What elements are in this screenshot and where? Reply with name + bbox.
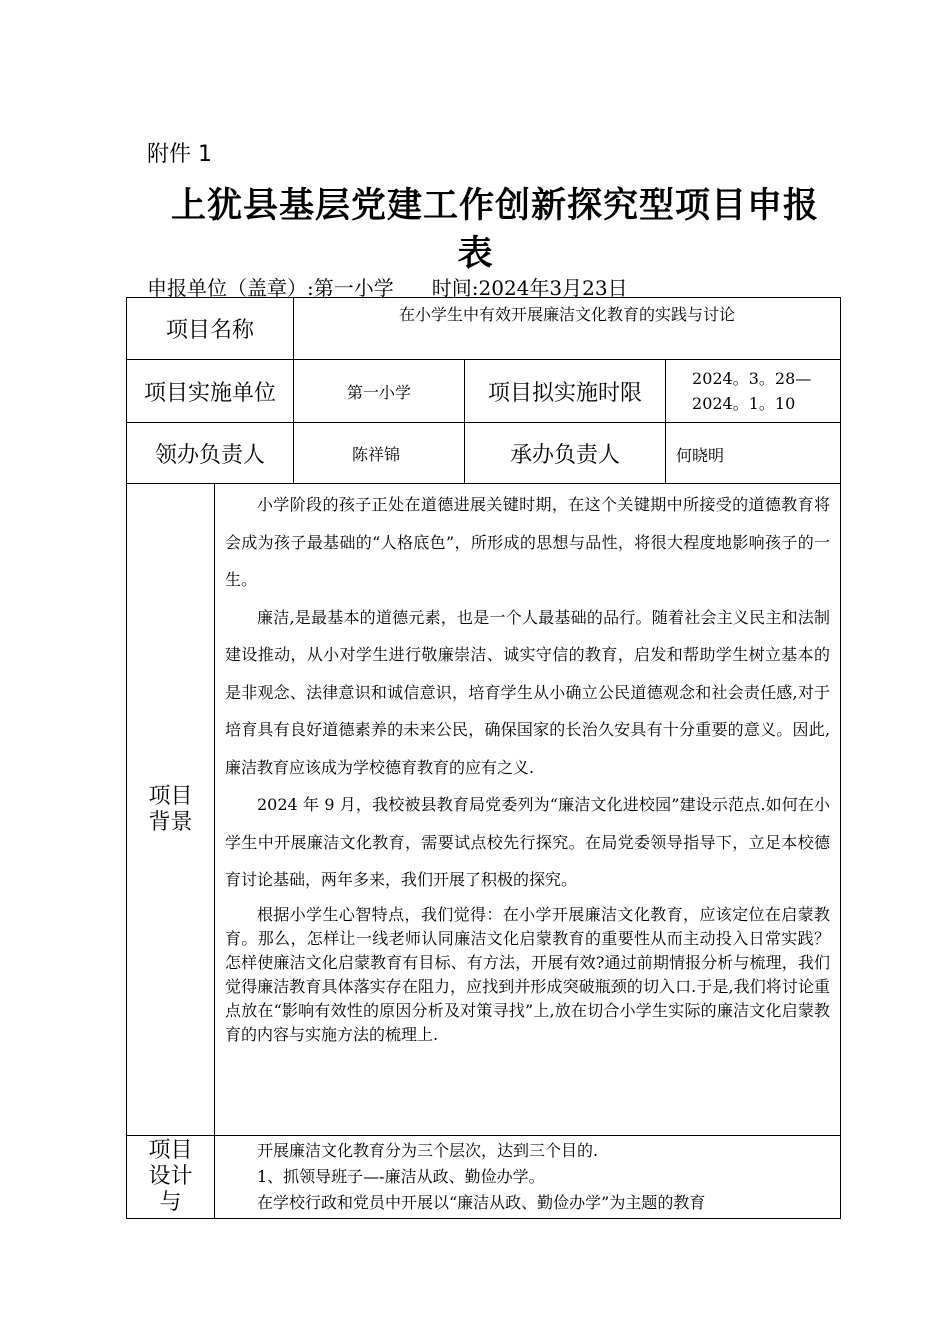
- design-label: [127, 1136, 215, 1219]
- document-title: 上犹县基层党建工作创新探究型项目申报: [170, 185, 819, 226]
- period-value: [666, 360, 841, 423]
- design-line: 开展廉洁文化教育分为三个层次，达到三个目的.: [257, 1141, 599, 1160]
- background-label-1: 项目: [148, 783, 193, 809]
- applicant-label: 申报单位（盖章）:: [147, 276, 314, 300]
- time-label: 时间:: [431, 276, 479, 300]
- unit-value: 第一小学: [294, 360, 465, 423]
- project-name-label: 项目名称: [127, 298, 294, 360]
- time-value: 2024年3月23日: [478, 276, 628, 300]
- period-label: 项目拟实施时限: [465, 360, 666, 423]
- design-content: [215, 1136, 841, 1219]
- contractor-value: 何晓明: [666, 423, 841, 484]
- period-start: 2024。3。28—: [692, 369, 812, 388]
- application-form: [126, 297, 841, 1219]
- leader-label: 领办负责人: [127, 423, 294, 484]
- background-paragraph: 小学阶段的孩子正处在道德进展关键时期，在这个关键期中所接受的道德教育将会成为孩子最基础的“人格底色”，所形成的思想与品性，将很大程度地影响孩子的一生。: [225, 495, 831, 589]
- background-paragraph: 廉洁,是最基本的道德元素，也是一个人最基础的品行。随着社会主义民主和法制建设推动，从小对学生进行敬廉崇洁、诚实守信的教育，启发和帮助学生树立基本的是非观念、法律意识和诚信意识，培育学生从小确立公民道德观念和社会责任感,对于培育具有良好道德素养的未来公民，确保国家的长治久安具有十分重要的意义。因此,廉洁教育应该成为学校德育教育的应有之义.: [225, 607, 831, 777]
- period-end: 2024。1。10: [692, 394, 796, 413]
- attachment-label: 附件 1: [147, 142, 212, 167]
- background-paragraph: 2024 年 9 月，我校被县教育局党委列为“廉洁文化进校园”建设示范点.如何在小学生中开展廉洁文化教育，需要试点校先行探究。在局党委领导指导下，立足本校德育讨论基础，两年多来，我们开展了积极的探究。: [225, 795, 831, 889]
- design-line: 1、抓领导班子—-廉洁从政、勤俭办学。: [257, 1167, 545, 1186]
- unit-label: 项目实施单位: [127, 360, 294, 423]
- background-paragraph: 根据小学生心智特点，我们觉得：在小学开展廉洁文化教育，应该定位在启蒙教育。那么，怎样让一线老师认同廉洁文化启蒙教育的重要性从而主动投入日常实践？怎样使廉洁文化启蒙教育有目标、有方法，开展有效?通过前期情报分析与梳理，我们觉得廉洁教育具体落实存在阻力，应找到并形成突破瓶颈的切入口.于是,我们将讨论重点放在“影响有效性的原因分析及对策寻找”上,放在切合小学生实际的廉洁文化启蒙教育的内容与实施方法的梳理上.: [225, 904, 831, 1044]
- background-label-2: 背景: [148, 809, 193, 835]
- background-content: [215, 484, 841, 1136]
- design-label-1: 项目: [148, 1138, 193, 1163]
- document-title-cont: 表: [457, 233, 493, 274]
- design-line: 在学校行政和党员中开展以“廉洁从政、勤俭办学”为主题的教育: [257, 1193, 706, 1212]
- design-label-2: 设计: [148, 1164, 193, 1189]
- design-label-3: 与: [159, 1190, 182, 1215]
- contractor-label: 承办负责人: [465, 423, 666, 484]
- leader-value: 陈祥锦: [294, 423, 465, 484]
- background-label: [127, 484, 215, 1136]
- project-name-value: 在小学生中有效开展廉洁文化教育的实践与讨论: [294, 298, 841, 360]
- applicant-value: 第一小学: [313, 276, 394, 300]
